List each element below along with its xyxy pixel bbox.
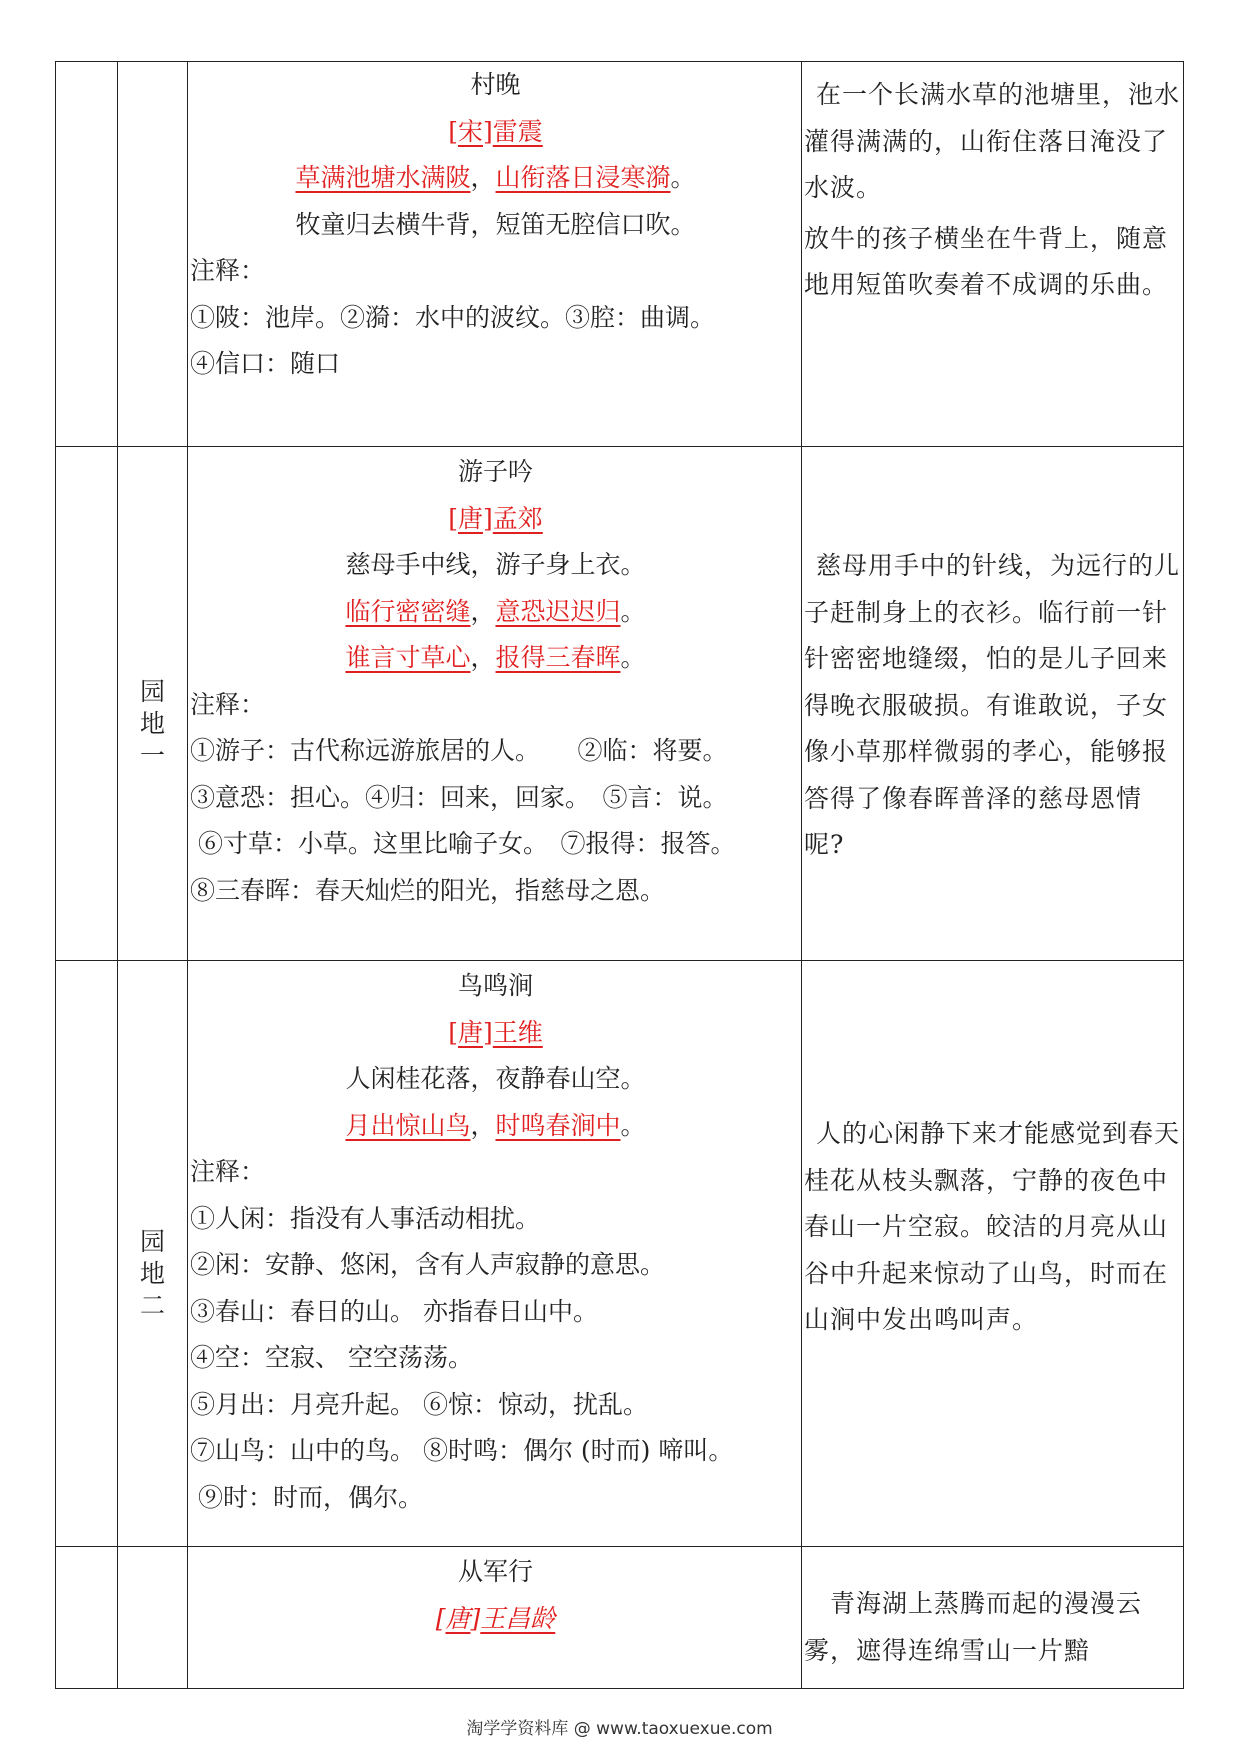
note-line: ②闲：安静、悠闲，含有人声寂静的意思。	[190, 1250, 666, 1279]
unit-cell	[118, 62, 188, 447]
poem-line-part: ，	[470, 596, 496, 626]
poem-line	[190, 635, 801, 682]
poem-table-body	[56, 62, 1184, 1689]
translation-cell	[802, 961, 1184, 1547]
table-row	[56, 961, 1184, 1547]
poem-title: 从军行	[457, 1557, 533, 1586]
note-line: ⑧三春晖：春天灿烂的阳光，指慈母之恩。	[190, 875, 666, 905]
poem-line-part: 草满池塘水满陂	[295, 163, 471, 192]
blank-cell	[56, 447, 118, 961]
poem-line-part: 临行密密缝	[345, 596, 471, 626]
poem-cell	[188, 62, 802, 447]
poem-line-part: 报得三春晖	[495, 643, 621, 672]
unit-cell	[118, 1547, 188, 1689]
poem-line	[190, 589, 801, 636]
table-row	[56, 62, 1184, 447]
poem-line-part: 人闲桂花落，夜静春山空。	[345, 1064, 646, 1093]
poem-author: 王维	[492, 1017, 543, 1047]
poem-line-part: ，	[470, 1110, 496, 1140]
poem-cell	[188, 961, 802, 1547]
poem-title: 村晚	[470, 70, 521, 99]
poem-line-part: 意恐迟迟归	[495, 596, 621, 626]
poem-table	[55, 61, 1184, 1689]
unit-cell	[118, 447, 188, 961]
poem-line-part: ，	[470, 643, 496, 672]
poem-line-part: 谁言寸草心	[345, 643, 471, 672]
poem-author: 王昌龄	[480, 1603, 556, 1633]
blank-cell	[56, 961, 118, 1547]
unit-cell	[118, 961, 188, 1547]
table-row	[56, 447, 1184, 961]
poem-title: 游子吟	[457, 457, 533, 486]
poem-author-line: [唐]王维	[448, 1017, 543, 1047]
note-line: ⑤月出：月亮升起。 ⑥惊：惊动，扰乱。	[190, 1389, 648, 1419]
poem-cell	[188, 447, 802, 961]
note-line: ①人闲：指没有人事活动相扰。	[190, 1203, 541, 1233]
poem-line	[190, 542, 801, 589]
note-line: ③春山：春日的山。 亦指春日山中。	[190, 1296, 598, 1326]
note-line: ③意恐：担心。④归：回来，回家。 ⑤言：说。	[190, 782, 728, 812]
poem-line	[190, 202, 801, 249]
unit-label: 园地一	[139, 676, 165, 770]
poem-line-part: 山衔落日浸寒漪	[495, 163, 671, 192]
note-line: ①游子：古代称远游旅居的人。 ②临：将要。	[190, 736, 728, 765]
poem-author-line: [宋]雷震	[448, 116, 543, 146]
note-line: ⑨时：时而，偶尔。	[190, 1482, 423, 1512]
poem-line-part: 牧童归去横牛背，短笛无腔信口吹。	[295, 209, 696, 239]
poem-author: 雷震	[492, 116, 543, 146]
poem-line-part: 。	[620, 643, 646, 672]
poem-line-part: 时鸣春涧中	[495, 1110, 621, 1140]
note-line: ④信口：随口	[190, 349, 341, 378]
translation-paragraph: 放牛的孩子横坐在牛背上，随意地用短笛吹奏着不成调的乐曲。	[804, 223, 1169, 299]
poem-line	[190, 1103, 801, 1150]
unit-label: 园地二	[139, 1226, 165, 1320]
poem-title: 鸟鸣涧	[457, 971, 533, 1000]
poem-line-part: 月出惊山鸟	[345, 1110, 471, 1140]
page-footer: 淘学学资料库 @ www.taoxuexue.com	[466, 1719, 773, 1739]
poem-line-part: 。	[620, 1110, 646, 1140]
note-line: ⑥寸草：小草。这里比喻子女。 ⑦报得：报答。	[190, 829, 736, 858]
poem-line-part: 慈母手中线，游子身上衣。	[345, 550, 646, 579]
translation-paragraph: 在一个长满水草的池塘里，池水灌得满满的，山衔住落日淹没了水波。	[804, 80, 1181, 202]
poem-author-line: [唐]王昌龄	[435, 1603, 556, 1633]
poem-author: 孟郊	[492, 503, 543, 533]
poem-dynasty: 唐	[457, 1017, 483, 1047]
note-line: ⑦山鸟：山中的鸟。 ⑧时鸣：偶尔 (时而) 啼叫。	[190, 1436, 734, 1465]
poem-dynasty: 宋	[457, 116, 483, 146]
poem-dynasty: 唐	[445, 1603, 471, 1633]
poem-line-part: 。	[620, 596, 646, 626]
poem-table-container	[55, 61, 1183, 1689]
poem-line-part: 。	[670, 163, 696, 192]
notes-label: 注释：	[190, 1157, 266, 1186]
note-line: ①陂：池岸。②漪：水中的波纹。③腔：曲调。	[190, 302, 716, 332]
table-row	[56, 1547, 1184, 1689]
translation-paragraph: 人的心闲静下来才能感觉到春天桂花从枝头飘落，宁静的夜色中春山一片空寂。皎洁的月亮从山谷中升起来惊动了山鸟，时而在山涧中发出鸣叫声。	[804, 1119, 1181, 1334]
blank-cell	[56, 1547, 118, 1689]
translation-cell	[802, 1547, 1184, 1689]
notes-label: 注释：	[190, 256, 266, 285]
poem-line	[190, 155, 801, 202]
translation-paragraph: 慈母用手中的针线，为远行的儿子赶制身上的衣衫。临行前一针针密密地缝缀，怕的是儿子回来得晚衣服破损。有谁敢说，子女像小草那样微弱的孝心，能够报答得了像春晖普泽的慈母恩情呢?	[804, 551, 1181, 859]
translation-cell	[802, 447, 1184, 961]
note-line: ④空：空寂、 空空荡荡。	[190, 1343, 473, 1372]
translation-paragraph: 青海湖上蒸腾而起的漫漫云雾，遮得连绵雪山一片黯	[804, 1589, 1143, 1665]
poem-cell	[188, 1547, 802, 1689]
poem-line-part: ，	[470, 163, 496, 192]
notes-label: 注释：	[190, 689, 266, 719]
poem-author-line: [唐]孟郊	[448, 503, 543, 533]
blank-cell	[56, 62, 118, 447]
poem-line	[190, 1056, 801, 1103]
translation-cell	[802, 62, 1184, 447]
poem-dynasty: 唐	[457, 503, 483, 533]
